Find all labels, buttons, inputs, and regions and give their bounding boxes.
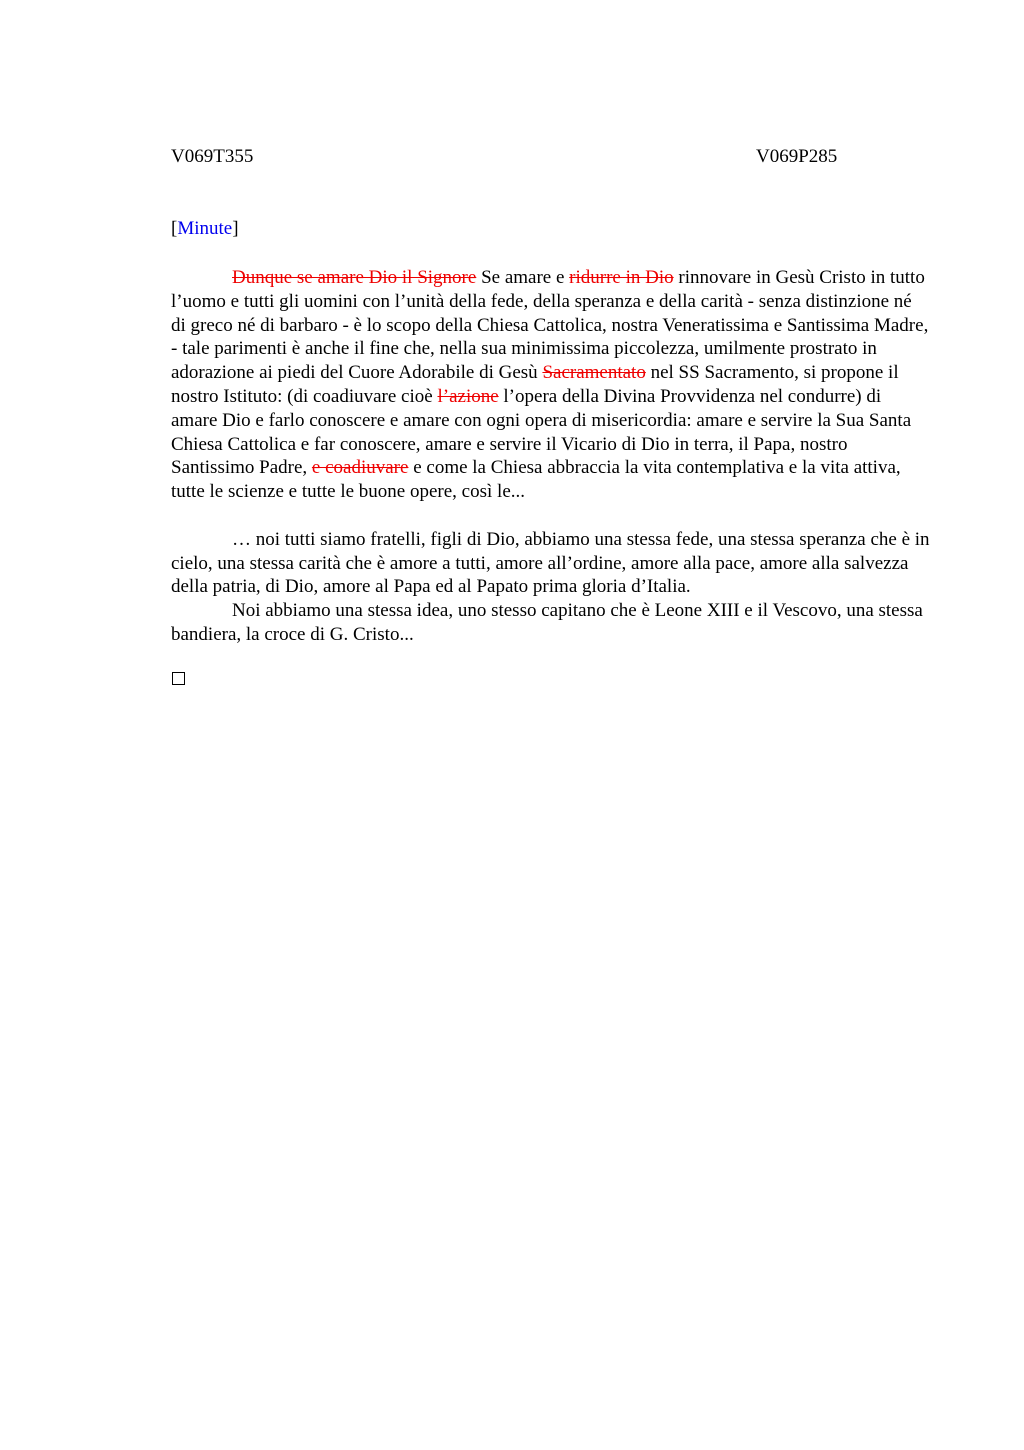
- deleted-text: Sacramentato: [542, 362, 646, 384]
- document-body: [171, 266, 931, 647]
- paragraph-text: l’opera della Divina Provvidenza nel condurre) di amare Dio e farlo conoscere e amare con ogni opera di misericordia: amare e servire la Sua Santa Chiesa Cattolica e far conoscere, amare e servire il Vicario di Dio in terra, il Papa, nostro Santissimo Padre,: [171, 385, 912, 479]
- close-bracket: ]: [232, 218, 239, 239]
- deleted-text: e coadiuvare: [311, 457, 409, 479]
- header-right-code: V069P285: [756, 146, 838, 167]
- paragraph-text: Se amare e: [476, 267, 570, 288]
- empty-box-glyph: [172, 672, 185, 685]
- paragraph-text: nel SS Sacramento, si propone il nostro Istituto: (di coadiuvare cioè: [171, 362, 899, 407]
- paragraph-2: … noi tutti siamo fratelli, figli di Dio, abbiamo una stessa fede, una stessa speranza che è in cielo, una stessa carità che è amore a tutti, amore all’ordine, amore alla pace, amore alla salvezza della patria, di Dio, amore al Papa ed al Papato prima gloria d’Italia.: [171, 528, 930, 598]
- header-left-code: V069T355: [171, 146, 254, 167]
- section-label: [171, 217, 239, 241]
- minute-label: Minute: [177, 218, 233, 239]
- paragraph-3: Noi abbiamo una stessa idea, uno stesso capitano che è Leone XIII e il Vescovo, una stessa bandiera, la croce di G. Cristo...: [171, 600, 923, 645]
- paragraph-1: [171, 266, 931, 504]
- deleted-text: Dunque se amare Dio il Signore: [232, 267, 477, 288]
- deleted-text: ridurre in Dio: [569, 267, 674, 288]
- paragraph-text: e come la Chiesa abbraccia la vita contemplativa e la vita attiva, tutte le scienze e tutte le buone opere, così le...: [171, 457, 901, 503]
- paragraph-text: rinnovare in Gesù Cristo in tutto l’uomo e tutti gli uomini con l’unità della fede, della speranza e della carità - senza distinzione né di greco né di barbaro - è lo scopo della Chiesa Cattolica, nostra Veneratissima e Santissima Madre, - tale parimenti è anche il fine che, nella sua minimissima piccolezza, umilmente prostrato in adorazione ai piedi del Cuore Adorabile di Gesù: [171, 267, 929, 384]
- open-bracket: [: [171, 218, 178, 239]
- deleted-text: l’azione: [437, 385, 499, 407]
